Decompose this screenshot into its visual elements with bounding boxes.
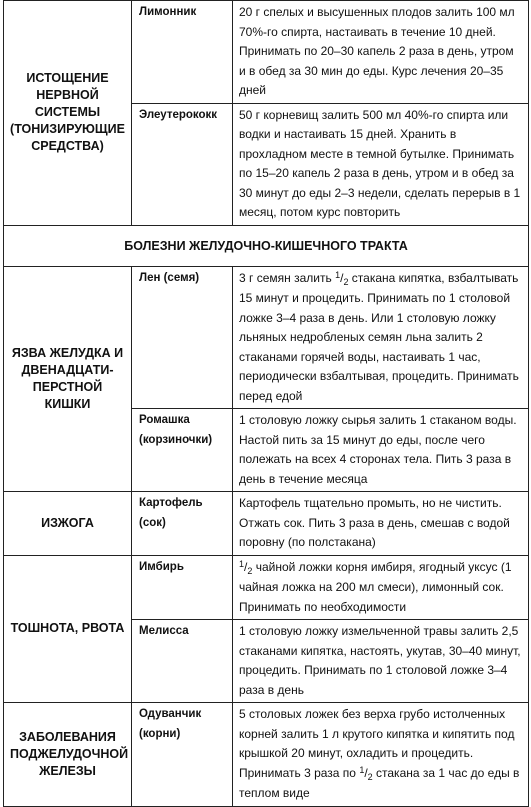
table-row (4, 266, 529, 409)
recipe-text: чайной ложки корня имбиря, ягодный уксус (1 чайная ложка на 200 мл смеси), лимонный сок. Принимать по необходимости (239, 559, 512, 614)
section-title: БОЛЕЗНИ ЖЕЛУДОЧНО-КИШЕЧНОГО ТРАКТА (4, 225, 529, 266)
recipe-text: стакана за 1 час до еды в теплом виде (239, 765, 520, 800)
recipe-cell: Картофель тщательно промыть, но не чистить. Отжать сок. Пить 3 раза в день, смешав с водой поровну (по полстакана) (233, 492, 529, 556)
fraction-numerator: 1 (359, 764, 365, 775)
fraction-numerator: 1 (335, 269, 341, 280)
plant-cell: Лимонник (132, 1, 233, 104)
plant-cell: Картофель (сок) (132, 492, 233, 556)
plant-cell: Одуванчик (корни) (132, 703, 233, 807)
plant-cell: Мелисса (132, 620, 233, 703)
condition-cell: ЯЗВА ЖЕЛУДКА И ДВЕНАДЦАТИ-ПЕРСТНОЙ КИШКИ (4, 266, 132, 492)
recipe-cell: 20 г спелых и высушенных плодов залить 100 мл 70%-го спирта, настаивать в течение 10 дней. Принимать по 20–30 капель 2 раза в день, утром и в обед за 30 мин до еды. Курс лечения 20–35 дней (233, 1, 529, 104)
plant-cell: Имбирь (132, 555, 233, 620)
condition-cell: ИСТОЩЕНИЕ НЕРВНОЙ СИСТЕМЫ (ТОНИЗИРУЮЩИЕ СРЕДСТВА) (4, 1, 132, 226)
recipe-cell: 1 столовую ложку измельченной травы залить 2,5 стаканами кипятка, настоять, укутав, 30–40 минут, процедить. Принимать по 1 столовой ложке 3–4 раза в день (233, 620, 529, 703)
fraction-denominator: 2 (247, 565, 253, 576)
section-row (4, 225, 529, 266)
condition-cell: ЗАБОЛЕВАНИЯ ПОДЖЕЛУДОЧНОЙ ЖЕЛЕЗЫ (4, 703, 132, 807)
recipe-cell: 50 г корневищ залить 500 мл 40%-го спирта или водки и настаивать 15 дней. Хранить в прохладном месте в темной бутылке. Принимать по 15–20 капель 2 раза в день, утром и в обед за 30 минут до еды 2–3 недели, сделать перерыв в 1 месяц, потом курс повторить (233, 103, 529, 225)
recipe-cell: $^1/_2$ чайной ложки корня имбиря, ягодный уксус (1 чайная ложка на 200 мл смеси), лимонный сок. Принимать по необходимости (233, 555, 529, 620)
plant-cell: Ромашка (корзиночки) (132, 409, 233, 492)
recipe-cell: 1 столовую ложку сырья залить 1 стаканом воды. Настой пить за 15 минут до еды, после чего полежать на всех 4 сторонах тела. Пить 3 раза в день в течение месяца (233, 409, 529, 492)
recipe-cell: 5 столовых ложек без верха грубо истолченных корней залить 1 л крутого кипятка и кипятить под крышкой 20 минут, охладить и процедить. Принимать 3 раза по $^1/_2$ стакана за 1 час до еды в теплом виде (233, 703, 529, 807)
fraction-denominator: 2 (343, 276, 349, 287)
plant-cell: Элеутерококк (132, 103, 233, 225)
recipe-text: 3 г семян залить (239, 270, 336, 285)
condition-cell: ТОШНОТА, РВОТА (4, 555, 132, 703)
table-row (4, 492, 529, 556)
table-row (4, 703, 529, 807)
recipe-text: 5 столовых ложек без верха грубо истолченных корней залить 1 л крутого кипятка и кипятить под крышкой 20 минут, охладить и процедить. Принимать 3 раза по (239, 707, 515, 780)
plant-cell: Лен (семя) (132, 266, 233, 409)
table-row (4, 1, 529, 104)
fraction-numerator: 1 (239, 558, 245, 569)
recipe-text: стакана кипятка, взбалтывать 15 минут и процедить. Принимать по 1 столовой ложке 3–4 раза в день. Или 1 столовую ложку льняных недробленых семян льна залить 2 стаканами горячей воды, настаивать 1 час, периодически взбалтывая, процедить. Принимать перед едой (239, 270, 519, 403)
herbal-remedies-table (3, 0, 529, 807)
fraction-denominator: 2 (367, 771, 373, 782)
condition-cell: ИЗЖОГА (4, 492, 132, 556)
table-row (4, 555, 529, 620)
recipe-cell: 3 г семян залить $^1/_2$ стакана кипятка, взбалтывать 15 минут и процедить. Принимать по 1 столовой ложке 3–4 раза в день. Или 1 столовую ложку льняных недробленых семян льна залить 2 стаканами горячей воды, настаивать 1 час, периодически взбалтывая, процедить. Принимать перед едой (233, 266, 529, 409)
